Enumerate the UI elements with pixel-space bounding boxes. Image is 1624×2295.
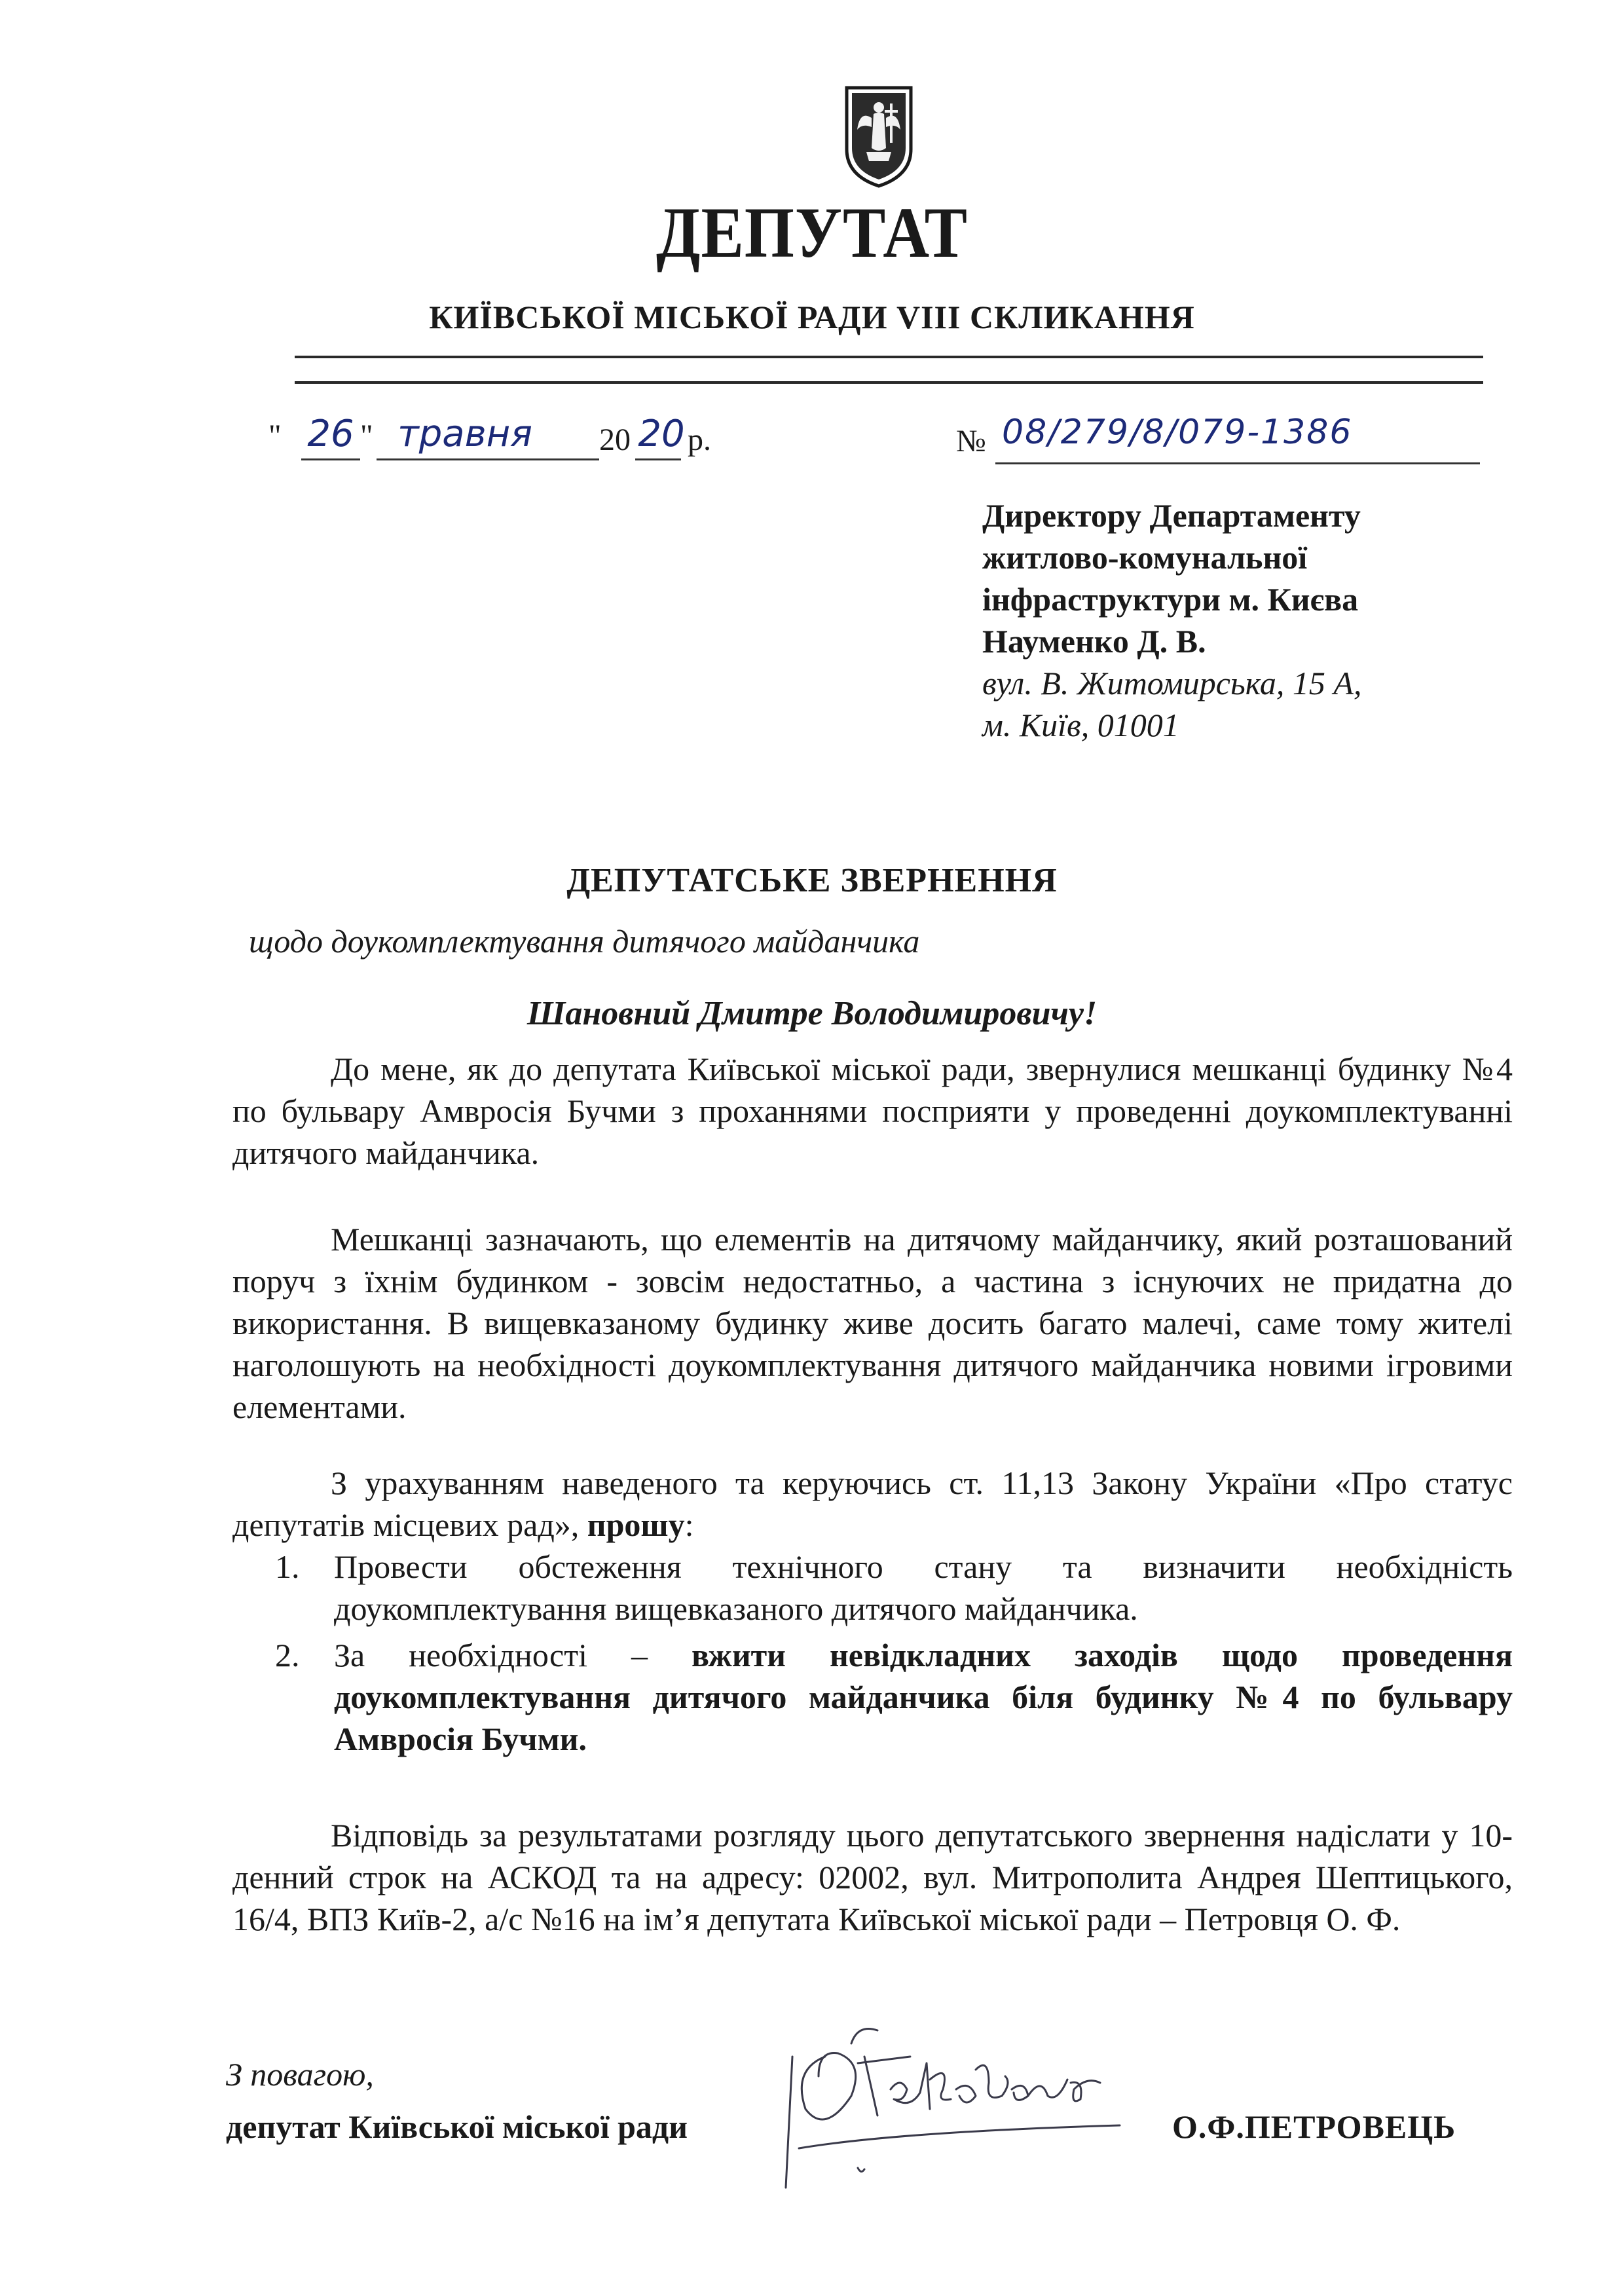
date-open-quote: " xyxy=(268,419,282,453)
addressee-line: Директору Департаменту xyxy=(982,497,1361,534)
addressee-name: Науменко Д. В. xyxy=(982,623,1206,660)
closing-phrase: З повагою, xyxy=(226,2056,374,2093)
request-item-2 xyxy=(275,1634,1513,1760)
date-year: 20 xyxy=(638,413,685,455)
request-item-number: 2. xyxy=(275,1637,300,1673)
request-item-1 xyxy=(275,1546,1513,1630)
body-paragraph-1: До мене, як до депутата Київської міської ради, звернулися мешканці будинку №4 по бульвару Амвросія Бучми з проханнями посприяти у проведенні доукомплектуванні дитячого майданчика. xyxy=(232,1051,1513,1171)
date-month-underline xyxy=(377,458,599,460)
request-item-bold: вжити невідкладних заходів щодо проведення доукомплектування дитячого майданчика біля будинку №4 по бульвару Амвросія Бучми. xyxy=(334,1637,1513,1757)
request-item-number: 1. xyxy=(275,1548,300,1585)
date-year-prefix: 20 xyxy=(599,422,631,457)
request-item-text xyxy=(334,1634,1513,1760)
header-divider-bottom xyxy=(295,381,1483,384)
request-item-text: Провести обстеження технічного стану та визначити необхідність доукомплектування вищевказаного дитячого майданчика. xyxy=(334,1548,1513,1627)
appeal-heading: ДЕПУТАТСЬКЕ ЗВЕРНЕННЯ xyxy=(566,862,1058,899)
document-title: ДЕПУТАТ xyxy=(656,193,968,273)
request-colon: : xyxy=(684,1506,694,1543)
signature-icon xyxy=(779,2017,1146,2194)
request-item-lead: За необхідності – xyxy=(334,1637,648,1673)
addressee-line: житлово-комунальної xyxy=(982,539,1308,576)
document-date xyxy=(268,413,766,472)
signer-name: О.Ф.ПЕТРОВЕЦЬ xyxy=(1172,2108,1456,2145)
body-paragraph-2: Мешканці зазначають, що елементів на дитячому майданчику, який розташований поруч з їхнім будинком - зовсім недостатньо, а частина з існуючих не придатна до використання. В вищевказаному будинку живе досить багато малечі, саме тому жителі наголошують на необхідності доукомплектування дитячого майданчика новими ігровими елементами. xyxy=(232,1221,1513,1425)
document-number xyxy=(956,413,1480,472)
addressee-block xyxy=(982,494,1519,746)
request-keyword: прошу xyxy=(587,1506,685,1543)
kyiv-coat-of-arms-icon xyxy=(843,84,915,189)
request-intro-text: З урахуванням наведеного та керуючись ст. 11,13 Закону України «Про статус депутатів місцевих рад», xyxy=(232,1465,1513,1543)
number-underline xyxy=(995,462,1480,464)
number-sign: № xyxy=(956,424,986,458)
body-paragraph-3 xyxy=(232,1462,1513,1546)
addressee-street: вул. В. Житомирська, 15 А, xyxy=(982,665,1362,701)
response-instructions: Відповідь за результатами розгляду цього депутатського звернення надіслати у 10-денний строк на АСКОД та на адресу: 02002, вул. Митрополита Андрея Шептицького, 16/4, ВПЗ Київ-2, а/с №16 на ім’я депутата Київської міської ради – Петровця О. Ф. xyxy=(232,1817,1513,1937)
document-subtitle: КИЇВСЬКОЇ МІСЬКОЇ РАДИ VIII СКЛИКАННЯ xyxy=(429,299,1195,335)
addressee-line: інфраструктури м. Києва xyxy=(982,581,1359,618)
number-value: 08/279/8/079-1386 xyxy=(1002,413,1353,452)
addressee-city: м. Київ, 01001 xyxy=(982,707,1179,743)
date-month: травня xyxy=(397,413,532,455)
date-year-mark: р. xyxy=(688,422,711,457)
date-year-underline xyxy=(635,458,681,460)
date-day: 26 xyxy=(307,413,354,455)
salutation: Шановний Дмитре Володимировичу! xyxy=(526,995,1098,1032)
signer-title: депутат Київської міської ради xyxy=(226,2108,688,2145)
date-close-quote: " xyxy=(360,419,373,453)
header-divider-top xyxy=(295,356,1483,358)
appeal-subject: щодо доукомплектування дитячого майданчика xyxy=(249,923,920,960)
date-day-underline xyxy=(301,458,360,460)
